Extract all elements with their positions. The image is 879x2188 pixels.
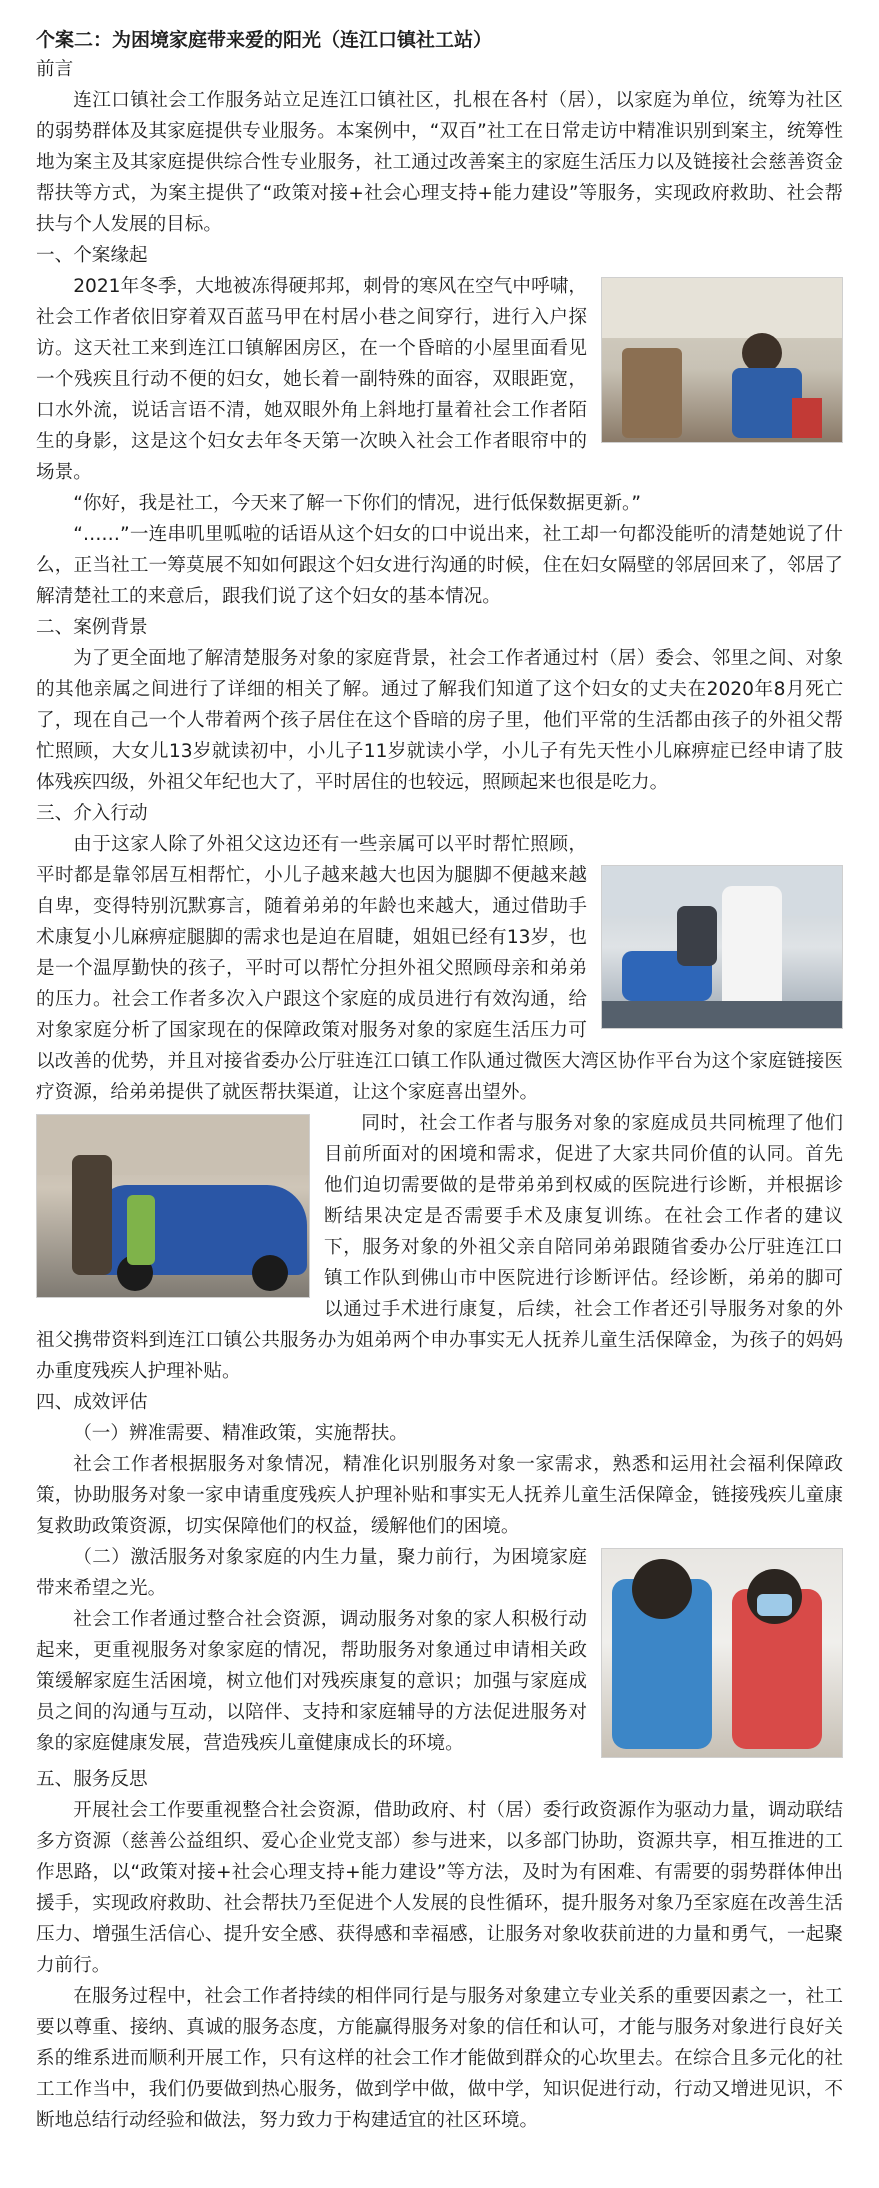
section4-sub2: （二）激活服务对象家庭的内生力量，聚力前行，为困境家庭带来希望之光。 [36,1547,587,1599]
section5-para2: 在服务过程中，社会工作者持续的相伴同行是与服务对象建立专业关系的重要因素之一，社工要以尊重、接纳、真诚的服务态度，方能赢得服务对象的信任和认可，才能与服务对象进行良好关系的维系进而顺利开展工作，只有这样的社会工作才能做到群众的心坎里去。在综合且多元化的社工工作当中，我们仍要做到热心服务，做到学中做，做中学，知识促进行动，行动又增进见识，不断地总结行动经验和做法，努力致力于构建适宜的社区环境。 [36,1986,843,2131]
section4-sub1: （一）辨准需要、精准政策，实施帮扶。 [73,1423,408,1444]
section5-para1: 开展社会工作要重视整合社会资源，借助政府、村（居）委行政资源作为驱动力量，调动联结多方资源（慈善公益组织、爱心企业党支部）参与进来，以多部门协助，资源共享，相互推进的工作思路，以“政策对接+社会心理支持+能力建设”等方法，及时为有困难、有需要的弱势群体伸出援手，实现政府救助、社会帮扶乃至促进个人发展的良性循环，提升服务对象乃至家庭在改善生活压力、增强生活信心、提升安全感、获得感和幸福感，让服务对象收获前进的力量和勇气，一起聚力前行。 [36,1800,843,1976]
photo-home-visit [601,277,843,443]
photo-car-departure [36,1114,310,1298]
preface-heading: 前言 [36,59,74,80]
section3-heading: 三、介入行动 [36,803,148,824]
section4-para2: 社会工作者通过整合社会资源，调动服务对象的家人积极行动起来，更重视服务对象家庭的情况，帮助服务对象通过申请相关政策缓解家庭生活困境，树立他们对残疾康复的意识；加强与家庭成员之间的沟通与互动，以陪伴、支持和家庭辅导的方法促进服务对象的家庭健康发展，营造残疾儿童健康成长的环境。 [36,1609,587,1754]
article-title: 个案二：为困境家庭带来爱的阳光（连江口镇社工站） [36,29,493,51]
section3-para2: 同时，社会工作者与服务对象的家庭成员共同梳理了他们目前所面对的困境和需求，促进了大家共同价值的认同。首先他们迫切需要做的是带弟弟到权威的医院进行诊断，并根据诊断结果决定是否需要手术及康复训练。在社会工作者的建议下，服务对象的外祖父亲自陪同弟弟跟随省委办公厅驻连江口镇工作队到佛山市中医院进行诊断评估。经诊断，弟弟的脚可以通过手术进行康复，后续，社会工作者还引导服务对象的外祖父携带资料到连江口镇公共服务办为姐弟两个申办事实无人抚养儿童生活保障金，为孩子的妈妈办重度残疾人护理补贴。 [36,1113,843,1382]
section4-heading: 四、成效评估 [36,1392,148,1413]
section1-para1: 2021年冬季，大地被冻得硬邦邦，刺骨的寒风在空气中呼啸，社会工作者依旧穿着双百蓝马甲在村居小巷之间穿行，进行入户探访。这天社工来到连江口镇解困房区，在一个昏暗的小屋里面看见一个残疾且行动不便的妇女，她长着一副特殊的面容，双眼距宽，口水外流，说话言语不清，她双眼外角上斜地打量着社会工作者陌生的身影，这是这个妇女去年冬天第一次映入社会工作者眼帘中的场景。 [36,276,587,483]
section3-para1: 由于这家人除了外祖父这边还有一些亲属可以平时帮忙照顾，平时都是靠邻居互相帮忙，小儿子越来越大也因为腿脚不便越来越自卑，变得特别沉默寡言，随着弟弟的年龄也来越大，通过借助手术康复小儿麻痹症腿脚的需求也是迫在眉睫，姐姐已经有13岁，也是一个温厚勤快的孩子，平时可以帮忙分担外祖父照顾母亲和弟弟的压力。社会工作者多次入户跟这个家庭的成员进行有效沟通，给对象家庭分析了国家现在的保障政策对服务对象的家庭生活压力可以改善的优势，并且对接省委办公厅驻连江口镇工作队通过微医大湾区协作平台为这个家庭链接医疗资源，给弟弟提供了就医帮扶渠道，让这个家庭喜出望外。 [36,834,843,1103]
section5-heading: 五、服务反思 [36,1769,148,1790]
section1-para2: “你好，我是社工，今天来了解一下你们的情况，进行低保数据更新。” [73,493,641,514]
section2-para1: 为了更全面地了解清楚服务对象的家庭背景，社会工作者通过村（居）委会、邻里之间、对象的其他亲属之间进行了详细的相关了解。通过了解我们知道了这个妇女的丈夫在2020年8月死亡了，现在自己一个人带着两个孩子居住在这个昏暗的房子里，他们平常的生活都由孩子的外祖父帮忙照顾，大女儿13岁就读初中，小儿子11岁就读小学，小儿子有先天性小儿麻痹症已经申请了肢体残疾四级，外祖父年纪也大了，平时居住的也较远，照顾起来也很是吃力。 [36,648,843,793]
section2-heading: 二、案例背景 [36,617,148,638]
photo-medical-exam [601,865,843,1029]
section4-para1: 社会工作者根据服务对象情况，精准化识别服务对象一家需求，熟悉和运用社会福利保障政策，协助服务对象一家申请重度残疾人护理补贴和事实无人抚养儿童生活保障金，链接残疾儿童康复救助政策资源，切实保障他们的权益，缓解他们的困境。 [36,1454,843,1537]
section1-para3: “……”一连串叽里呱啦的话语从这个妇女的口中说出来，社工却一句都没能听的清楚她说了什么，正当社工一筹莫展不知如何跟这个妇女进行沟通的时候，住在妇女隔壁的邻居回来了，邻居了解清楚社工的来意后，跟我们说了这个妇女的基本情况。 [36,524,843,607]
section1-heading: 一、个案缘起 [36,245,148,266]
preface-text: 连江口镇社会工作服务站立足连江口镇社区，扎根在各村（居），以家庭为单位，统筹为社区的弱势群体及其家庭提供专业服务。本案例中，“双百”社工在日常走访中精准识别到案主，统筹性地为案主及其家庭提供综合性专业服务，社工通过改善案主的家庭生活压力以及链接社会慈善资金帮扶等方式，为案主提供了“政策对接+社会心理支持+能力建设”等服务，实现政府救助、社会帮扶与个人发展的目标。 [36,90,843,235]
photo-family-talk [601,1548,843,1758]
